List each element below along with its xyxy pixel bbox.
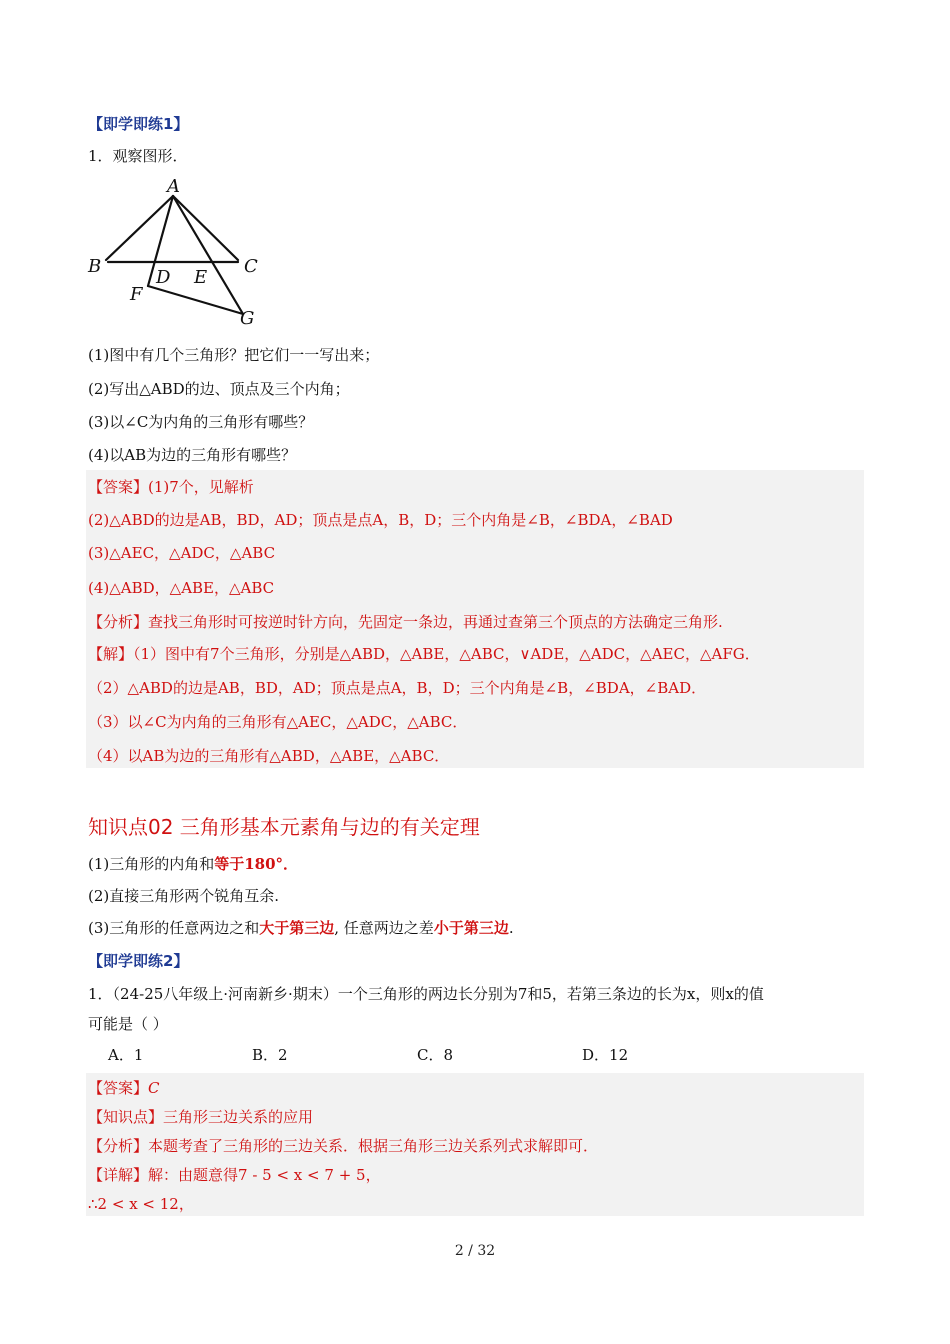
point3-highlight1: 大于第三边 <box>259 919 335 937</box>
answer2-analysis-value: 本题考查了三角形的三边关系．根据三角形三边关系列式求解即可． <box>148 1137 599 1155</box>
point3-end: . <box>508 919 514 937</box>
label-C: C <box>244 256 258 277</box>
section-point2: (2)直接三角形两个锐角互余. <box>88 887 280 905</box>
point1-highlight: 等于180°． <box>214 855 299 873</box>
answer2-answer-tag: 【答案】 <box>88 1079 149 1097</box>
point3-highlight2: 小于第三边 <box>433 919 509 937</box>
answer2-answer-value: C <box>148 1079 160 1097</box>
option-c: C．8 <box>417 1046 454 1064</box>
triangle-figure <box>86 176 266 332</box>
label-G: G <box>240 308 255 329</box>
answer2-answer <box>88 1077 160 1099</box>
answer2-therefore: ∴2 < x < 12， <box>88 1195 194 1213</box>
answer1-analysis: 【分析】查找三角形时可按逆时针方向，先固定一条边，再通过查第三个顶点的方法确定三角形. <box>88 613 723 631</box>
practice1-title: 【即学即练1】 <box>88 115 189 133</box>
answer2-detail <box>88 1164 381 1186</box>
solution-line2: （2）△ABD的边是AB，BD，AD；顶点是点A，B，D；三个内角是∠B，∠BDA，∠BAD． <box>88 679 707 697</box>
practice2-question-line2: 可能是（ ） <box>88 1015 168 1033</box>
sub-question-4: (4)以AB为边的三角形有哪些？ <box>88 446 297 464</box>
answer2-detail-tag: 【详解】 <box>88 1166 149 1184</box>
label-B: B <box>88 256 102 277</box>
practice1-question: 1．观察图形． <box>88 147 188 165</box>
label-E: E <box>194 267 208 288</box>
point3-text: (3)三角形的任意两边之和 <box>88 919 260 937</box>
label-F: F <box>130 284 143 305</box>
option-b: B．2 <box>252 1046 288 1064</box>
answer1-line3: (3)△AEC，△ADC，△ABC <box>88 544 276 562</box>
page-number: 2 / 32 <box>454 1243 496 1259</box>
answer2-analysis-tag: 【分析】 <box>88 1137 149 1155</box>
answer2-analysis <box>88 1135 598 1157</box>
answer2-knowledge <box>88 1106 313 1128</box>
sub-question-3: (3)以∠C为内角的三角形有哪些？ <box>88 413 314 431</box>
point3-mid: , 任意两边之差 <box>334 919 434 937</box>
answer1-line2: (2)△ABD的边是AB，BD，AD；顶点是点A，B，D；三个内角是∠B，∠BDA，∠BAD <box>88 511 673 529</box>
sub-question-2: (2)写出△ABD的边、顶点及三个内角； <box>88 380 350 398</box>
answer1-line1: 【答案】(1)7个，见解析 <box>88 478 254 496</box>
answer1-line4: (4)△ABD，△ABE，△ABC <box>88 579 275 597</box>
answer2-knowledge-value: 三角形三边关系的应用 <box>163 1108 314 1126</box>
practice2-title: 【即学即练2】 <box>88 952 189 970</box>
answer2-detail-value: 解：由题意得7 - 5 < x < 7 + 5， <box>148 1166 381 1184</box>
practice2-question-line1: 1．（24-25八年级上·河南新乡·期末）一个三角形的两边长分别为7和5，若第三条边的长为x，则x的值 <box>88 985 764 1003</box>
section-point3 <box>88 917 514 939</box>
point1-text: (1)三角形的内角和 <box>88 855 215 873</box>
solution-line1: 【解】（1）图中有7个三角形，分别是△ABD，△ABE，△ABC，∨ADE，△ADC，△AEC，△AFG． <box>88 645 760 663</box>
section-point1 <box>88 853 298 875</box>
section-heading: 知识点02 三角形基本元素角与边的有关定理 <box>88 815 480 839</box>
answer2-knowledge-tag: 【知识点】 <box>88 1108 164 1126</box>
option-d: D．12 <box>582 1046 629 1064</box>
sub-question-1: (1)图中有几个三角形？把它们一一写出来； <box>88 346 380 364</box>
solution-line3: （3）以∠C为内角的三角形有△AEC，△ADC，△ABC． <box>88 713 468 731</box>
solution-line4: （4）以AB为边的三角形有△ABD，△ABE，△ABC． <box>88 747 450 765</box>
label-D: D <box>156 267 171 288</box>
option-a: A．1 <box>108 1046 144 1064</box>
label-A: A <box>167 176 180 197</box>
